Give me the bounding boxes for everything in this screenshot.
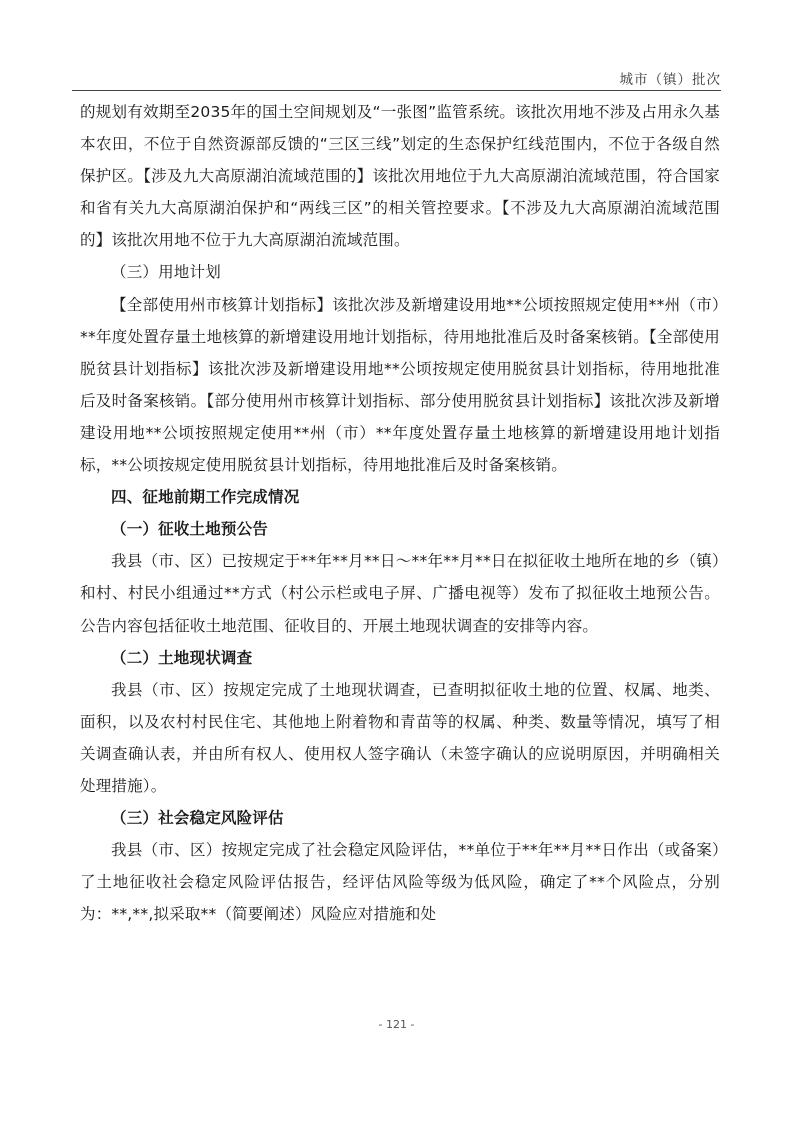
paragraph-risk-assessment: 我县（市、区）按规定完成了社会稳定风险评估，**单位于**年**月**日作出（或备案）了土地征收社会稳定风险评估报告，经评估风险等级为低风险，确定了**个风险点，分别为：**,**,拟采取**（简要阐述）风险应对措施和处	[80, 841, 720, 924]
document-body	[80, 96, 720, 930]
subsection-heading-land-survey: （二）土地现状调查	[111, 648, 253, 667]
subsection-heading-risk-assessment: （三）社会稳定风险评估	[111, 809, 284, 828]
subsection-heading-land-plan: （三）用地计划	[111, 263, 221, 282]
section-heading-preliminary-work: 四、征地前期工作完成情况	[111, 488, 300, 507]
paragraph-land-survey: 我县（市、区）按规定完成了土地现状调查，已查明拟征收土地的位置、权属、地类、面积，以及农村村民住宅、其他地上附着物和青苗等的权属、种类、数量等情况，填写了相关调查确认表，并由所有权人、使用权人签字确认（未签字确认的应说明原因，并明确相关处理措施）。	[80, 680, 720, 795]
subsection-heading-pre-announcement: （一）征收土地预公告	[111, 520, 269, 539]
paragraph-land-plan: 【全部使用州市核算计划指标】该批次涉及新增建设用地**公顷按照规定使用**州（市）**年度处置存量土地核算的新增建设用地计划指标，待用地批准后及时备案核销。【全部使用脱贫县计划指标】该批次涉及新增建设用地**公顷按规定使用脱贫县计划指标，待用地批准后及时备案核销。【部分使用州市核算计划指标、部分使用脱贫县计划指标】该批次涉及新增建设用地**公顷按照规定使用**州（市）**年度处置存量土地核算的新增建设用地计划指标，**公顷按规定使用脱贫县计划指标，待用地批准后及时备案核销。	[80, 295, 720, 475]
running-header: 城市（镇）批次	[619, 72, 721, 88]
page-number: - 121 -	[378, 1018, 415, 1031]
header-rule	[72, 90, 721, 91]
paragraph-pre-announcement: 我县（市、区）已按规定于**年**月**日～**年**月**日在拟征收土地所在地的乡（镇）和村、村民小组通过**方式（村公示栏或电子屏、广播电视等）发布了拟征收土地预公告。公告内容包括征收土地范围、征收目的、开展土地现状调查的安排等内容。	[80, 552, 720, 635]
paragraph-continuation: 的规划有效期至2035年的国土空间规划及“一张图”监管系统。该批次用地不涉及占用永久基本农田，不位于自然资源部反馈的“三区三线”划定的生态保护红线范围内，不位于各级自然保护区。【涉及九大高原湖泊流域范围的】该批次用地位于九大高原湖泊流域范围，符合国家和省有关九大高原湖泊保护和“两线三区”的相关管控要求。【不涉及九大高原湖泊流域范围的】该批次用地不位于九大高原湖泊流域范围。	[80, 103, 720, 250]
